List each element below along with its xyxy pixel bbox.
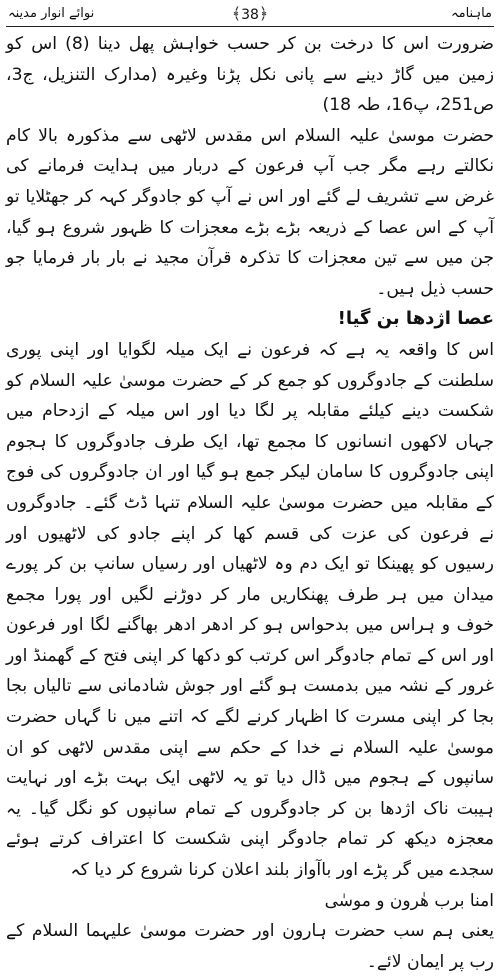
page-header [6,4,494,27]
magazine-title: نوائے انوار مدینہ [8,6,95,21]
quran-quote: امنا برب ھٰرون و موسٰی [324,890,494,911]
magazine-type: ماہنامہ [450,6,492,21]
page-number [232,4,269,23]
paragraph-2: حضرت موسیٰ علیہ السلام اس مقدس لاٹھی سے مذکورہ بالا کام نکالتے رہے مگر جب آپ فرعون کے دربار میں ہدایت فرمانے کی غرض سے تشریف لے گئے اور اس نے آپ کو جادوگر کہہ کر جھٹلایا تو آپ کے اس عصا کے ذریعہ بڑے بڑے معجزات کا ظہور شروع ہو گیا، جن میں سے تین معجزات کا تذکرہ قرآن مجید نے بار بار فرمایا جو حسب ذیل ہیں۔ [6,125,494,299]
section-heading: عصا اژدھا بن گیا! [337,308,494,330]
page-number-value: 38 [241,7,259,23]
article-body [6,29,494,977]
quote-translation: یعنی ہم سب حضرت ہارون اور حضرت موسیٰ علیہما السلام کے رب پر ایمان لائے۔ [6,921,494,972]
section-paragraph: اس کا واقعہ یہ ہے کہ فرعون نے ایک میلہ لگوایا اور اپنی پوری سلطنت کے جادوگروں کو جمع کر کے حضرت موسیٰ علیہ السلام کو شکست دینے کیلئے مقابلہ پر لگا دیا اور اس میلہ کے ازدحام میں جہاں لاکھوں انسانوں کا مجمع تھا، ایک طرف جادوگروں کا ہجوم اپنی جادوگروں کا سامان لیکر جمع ہو گیا اور ان جادوگروں کی فوج کے مقابلہ میں حضرت موسیٰ علیہ السلام تنہا ڈٹ گئے۔ جادوگروں نے فرعون کی عزت کی قسم کھا کر اپنے جادو کی لاٹھیوں اور رسیوں کو پھینکا تو ایک دم وہ لاٹھیاں اور رسیاں سانپ بن کر پورے میدان میں ہر طرف پھنکاریں مار کر دوڑنے لگیں اور پورا مجمع خوف و ہراس میں بدحواس ہو کر ادھر ادھر بھاگنے لگا اور فرعون اور اس کے تمام جادوگر اس کرتب کو دکھا کر اپنی فتح کے گھمنڈ اور غرور کے نشہ میں بدمست ہو گئے اور جوش شادمانی سے تالیاں بجا بجا کر اپنی مسرت کا اظہار کرنے لگے کہ اتنے میں نا گہاں حضرت موسیٰ علیہ السلام نے خدا کے حکم سے اپنی مقدس لاٹھی کو ان سانپوں کے ہجوم میں ڈال دیا تو یہ لاٹھی ایک بہت بڑے اور نہایت ہیبت ناک اژدھا بن کر جادوگروں کے تمام سانپوں کو نگل گیا۔ یہ معجزہ دیکھ کر تمام جادوگر اپنی شکست کا اعتراف کرتے ہوئے سجدے میں گر پڑے اور باآواز بلند اعلان کرنا شروع کر دیا کہ [6,339,494,881]
ornament-right-icon: ﴿ [258,4,269,23]
paragraph-1: ضرورت اس کا درخت بن کر حسب خواہش پھل دینا (8) اس کو زمین میں گاڑ دینے سے پانی نکل پڑنا وغیرہ (مدارک التنزیل، ج3، ص251، پ16، طہ 18) [6,34,495,116]
ornament-left-icon: ﴾ [231,4,242,23]
